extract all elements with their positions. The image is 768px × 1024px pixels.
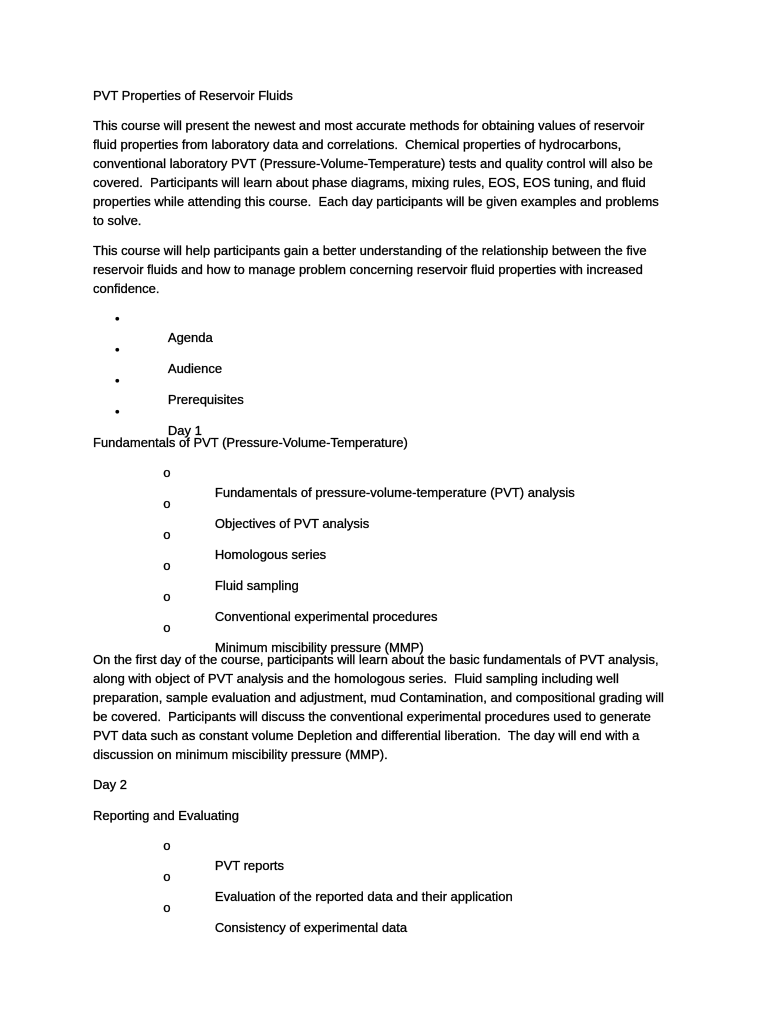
paragraph-line: properties while attending this course. Each day participants will be given examples and problems xyxy=(93,194,659,209)
outline-item-audience xyxy=(93,340,733,376)
bullet-icon: • xyxy=(115,373,120,388)
paragraph-line: to solve. xyxy=(93,213,142,228)
topic-label: Evaluation of the reported data and their application xyxy=(214,889,513,904)
outline-item-prerequisites xyxy=(93,371,733,407)
bullet-icon: • xyxy=(115,311,120,326)
benefit-paragraph xyxy=(93,241,733,298)
day1-topic xyxy=(93,619,733,655)
outline-item-label: Day 1 xyxy=(167,423,202,438)
paragraph-line: discussion on minimum miscibility pressure (MMP). xyxy=(93,747,388,762)
topic-label: Homologous series xyxy=(214,547,327,562)
day2-heading: Reporting and Evaluating xyxy=(93,808,239,823)
topic-label: Consistency of experimental data xyxy=(214,920,408,935)
outline-item-label: Prerequisites xyxy=(167,392,244,407)
sub-bullet-icon: o xyxy=(163,559,171,574)
sub-bullet-icon: o xyxy=(163,528,171,543)
paragraph-line: covered. Participants will learn about phase diagrams, mixing rules, EOS, EOS tuning, and fluid xyxy=(93,175,646,190)
outline-item-agenda xyxy=(93,309,733,345)
paragraph-line: conventional laboratory PVT (Pressure-Volume-Temperature) tests and quality control will also be xyxy=(93,156,653,171)
sub-bullet-icon: o xyxy=(163,621,171,636)
sub-bullet-icon: o xyxy=(163,839,171,854)
paragraph-line: along with object of PVT analysis and the homologous series. Fluid sampling including well xyxy=(93,671,619,686)
document-body xyxy=(93,86,733,935)
paragraph-line: This course will help participants gain a better understanding of the relationship between the five xyxy=(93,243,647,258)
topic-label: PVT reports xyxy=(214,858,285,873)
document-title: PVT Properties of Reservoir Fluids xyxy=(93,88,293,103)
paragraph-line: PVT data such as constant volume Depletion and differential liberation. The day will end with a xyxy=(93,728,640,743)
paragraph-line: preparation, sample evaluation and adjustment, mud Contamination, and compositional grading will xyxy=(93,690,664,705)
day2-topic xyxy=(93,837,733,873)
day1-topic xyxy=(93,495,733,531)
topic-label: Fundamentals of pressure-volume-temperature (PVT) analysis xyxy=(214,485,575,500)
bullet-icon: • xyxy=(115,342,120,357)
bullet-icon: • xyxy=(115,404,120,419)
topic-label: Conventional experimental procedures xyxy=(214,609,438,624)
paragraph-line: fluid properties from laboratory data and correlations. Chemical properties of hydrocarbons, xyxy=(93,137,622,152)
topic-label: Minimum miscibility pressure (MMP) xyxy=(214,640,424,655)
sub-bullet-icon: o xyxy=(163,466,171,481)
paragraph-line: be covered. Participants will discuss the conventional experimental procedures used to generate xyxy=(93,709,651,724)
day1-heading: Fundamentals of PVT (Pressure-Volume-Temperature) xyxy=(93,435,408,450)
intro-paragraph xyxy=(93,116,733,230)
day2-topic xyxy=(93,868,733,904)
topic-label: Objectives of PVT analysis xyxy=(214,516,370,531)
day1-topic-list xyxy=(93,464,733,655)
day1-topic xyxy=(93,588,733,624)
day2-topic xyxy=(93,899,733,935)
paragraph-line: reservoir fluids and how to manage problem concerning reservoir fluid properties with increased xyxy=(93,262,643,277)
sub-bullet-icon: o xyxy=(163,901,171,916)
sub-bullet-icon: o xyxy=(163,590,171,605)
day2-topic-list xyxy=(93,837,733,935)
day1-topic xyxy=(93,464,733,500)
paragraph-line: This course will present the newest and most accurate methods for obtaining values of reservoir xyxy=(93,118,645,133)
topic-label: Fluid sampling xyxy=(214,578,299,593)
sub-bullet-icon: o xyxy=(163,870,171,885)
outline-item-label: Agenda xyxy=(167,330,213,345)
day2-label: Day 2 xyxy=(93,777,127,792)
day1-topic xyxy=(93,526,733,562)
day1-topic xyxy=(93,557,733,593)
course-outline-list xyxy=(93,309,733,438)
paragraph-line: confidence. xyxy=(93,281,160,296)
outline-item-day-1 xyxy=(93,402,733,438)
sub-bullet-icon: o xyxy=(163,497,171,512)
paragraph-line: On the first day of the course, participants will learn about the basic fundamentals of PVT analysis, xyxy=(93,652,659,667)
outline-item-label: Audience xyxy=(167,361,223,376)
